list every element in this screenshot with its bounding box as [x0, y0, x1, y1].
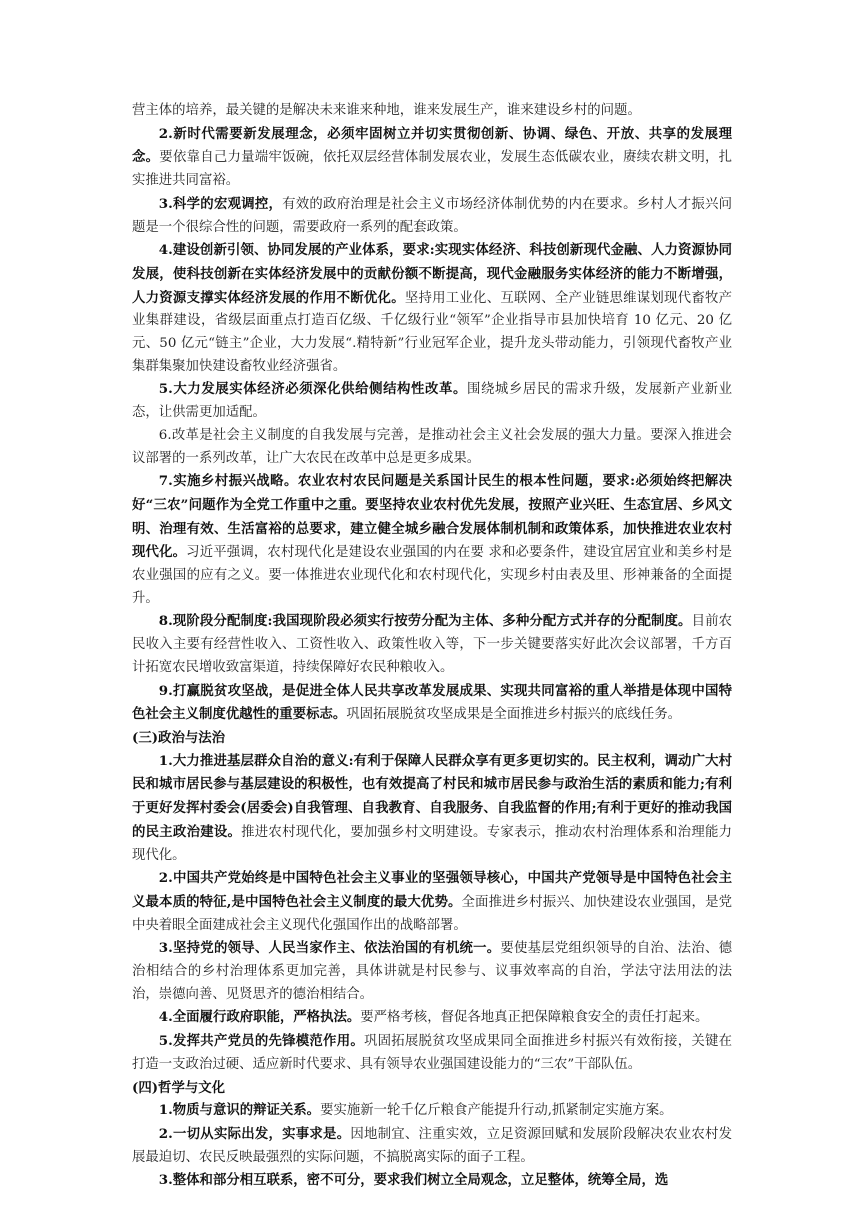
paragraph-bold-lead: 2.新时代需要新发展理念，必须牢固树立并切实贯彻创新、协调、绿色、开放、共享的发展理念。: [132, 125, 732, 166]
paragraph-bold-lead: 4.建设创新引领、协同发展的产业体系，要求:实现实体经济、科技创新现代金融、人力资源协同发展，使科技创新在实体经济发展中的贡献份额不断提高，现代金融服务实体经济的能力不断增强，人力资源支撑实体经济发展的作用不断优化。: [132, 242, 732, 306]
paragraph: [132, 1123, 732, 1169]
paragraph: [132, 750, 732, 868]
paragraph-text: 营主体的培养，最关键的是解决未来谁来种地，谁来发展生产，谁来建设乡村的问题。: [132, 103, 641, 118]
paragraph: [132, 937, 732, 1006]
paragraph: [132, 610, 732, 679]
paragraph: [132, 470, 732, 610]
paragraph-text: 巩固拓展脱贫攻坚成果是全面推进乡村振兴的底线任务。: [346, 707, 682, 723]
paragraph-bold-lead: 3.坚持党的领导、人民当家作主、依法治国的有机统一。: [158, 940, 501, 957]
paragraph-bold-lead: 5.发挥共产党员的先锋模范作用。: [158, 1033, 364, 1050]
paragraph-text: 有效的政府治理是社会主义市场经济体制优势的内在要求。乡村人才振兴问题是一个很综合性的问题，需要政府一系列的配套政策。: [132, 196, 732, 235]
paragraph-text: 习近平强调，农村现代化是建设农业强国的内在要 求和必要条件，建设宜居宜业和美乡村是农业强国的应有之义。要一体推进农业现代化和农村现代化，实现乡村由表及里、形神兼备的全面提升。: [132, 545, 733, 606]
paragraph-text: 要依靠自己力量端牢饭碗，依托双层经营体制发展农业，发展生态低碳农业，赓续农耕文明，扎实推进共同富裕。: [132, 150, 733, 189]
paragraph-text: 推进农村现代化，要加强乡村文明建设。专家表示，推动农村治理体系和治理能力现代化。: [132, 824, 733, 863]
paragraph: [132, 867, 732, 937]
paragraph-text: 围绕城乡居民的需求升级，发展新产业新业态，让供需更加适配。: [132, 382, 733, 421]
paragraph-bold-lead: 3.整体和部分相互联系，密不可分，要求我们树立全局观念，立足整体，统筹全局，选: [158, 1172, 669, 1189]
paragraph-text: 目前农民收入主要有经营性收入、工资性收入、政策性收入等，下一步关键要落实好此次会议部署，千方百计拓宽农民增收致富渠道，持续保障好农民种粮收入。: [132, 614, 733, 675]
paragraph: [132, 239, 732, 378]
paragraph-text: 因地制宜、注重实效，立足资源回赋和发展阶段解决农业农村发展最迫切、农民反映最强烈的实际问题，不搞脱离实际的面子工程。: [132, 1126, 732, 1165]
paragraph-text: 要实施新一轮千亿斤粮食产能提升行动,抓紧制定实施方案。: [320, 1103, 673, 1119]
paragraph-text: 要严格考核，督促各地真正把保障粮食安全的责任打起来。: [360, 1010, 709, 1026]
document-page: [132, 100, 732, 1193]
paragraph-bold-lead: 4.全面履行政府职能，严格执法。: [158, 1009, 361, 1026]
paragraph: [132, 1006, 732, 1030]
paragraph-text: 要使基层党组织领导的自治、法治、德治相结合的乡村治理体系更加完善，具体讲就是村民参与、议事效率高的自治，学法守法用法的法治，崇德向善、见贤思齐的德治相结合。: [132, 941, 732, 1002]
section-heading: [132, 1077, 732, 1100]
paragraph: [132, 193, 732, 239]
paragraph-bold-lead: 2.中国共产党始终是中国特色社会主义事业的坚强领导核心，中国共产党领导是中国特色社会主义最本质的特征,是中国特色社会主义制度的最大优势。: [132, 870, 732, 910]
paragraph-bold-lead: 3.科学的宏观调控，: [158, 195, 283, 212]
paragraph: [132, 123, 732, 193]
paragraph: [132, 425, 732, 470]
paragraph-text: 全面推进乡村振兴、加快建设农业强国，是党中央着眼全面建成社会主义现代化强国作出的战略部署。: [132, 894, 732, 933]
paragraph-bold-lead: 7.实施乡村振兴战略。农业农村农民问题是关系国计民生的根本性问题，要求:必须始终把解决好“三农”问题作为全党工作重中之重。要坚持农业农村优先发展，按照产业兴旺、生态宜居、乡风文明、治理有效、生活富裕的总要求，建立健全城乡融合发展体制机制和政策体系，加快推进农业农村现代化。: [132, 473, 732, 561]
heading-text: (四)哲学与文化: [132, 1079, 226, 1096]
paragraph-text: 6.改革是社会主义制度的自我发展与完善，是推动社会主义社会发展的强大力量。要深入推进会议部署的一系列改革，让广大农民在改革中总是更多成果。: [132, 427, 732, 466]
paragraph-bold-lead: 2.一切从实际出发，实事求是。: [158, 1125, 351, 1142]
paragraph: [132, 680, 732, 727]
paragraph: [132, 1099, 732, 1123]
paragraph: [132, 1030, 732, 1076]
paragraph-text: 坚持用工业化、互联网、全产业链思维谋划现代畜牧产业集群建设，省级层面重点打造百亿级、千亿级行业“领军”企业指导市县加快培育 10 亿元、20 亿元、50 亿元“链主”企业，大力发展“.精特新”行业冠军企业，提升龙头带动能力，引领现代畜牧产业集群集聚加快建设畜牧业经济强省。: [132, 290, 733, 374]
paragraph-bold-lead: 5.大力发展实体经济必须深化供给侧结构性改革。: [158, 381, 467, 398]
heading-text: (三)政治与法治: [132, 729, 226, 746]
paragraph: [132, 378, 732, 424]
paragraph: [132, 1169, 732, 1193]
paragraph-bold-lead: 9.打赢脱贫攻坚战，是促进全体人民共享改革发展成果、实现共同富裕的重人举措是体现中国特色社会主义制度优越性的重要标志。: [132, 682, 732, 723]
paragraph-bold-lead: 8.现阶段分配制度:我国现阶段必须实行按劳分配为主体、多种分配方式并存的分配制度。: [158, 613, 692, 630]
paragraph-bold-lead: 1.物质与意识的辩证关系。: [158, 1102, 321, 1119]
paragraph-bold-lead: 1.大力推进基层群众自治的意义:有利于保障人民群众享有更多更切实的。民主权利，调动广大村民和城市居民参与基层建设的积极性，也有效提高了村民和城市居民参与政治生活的素质和能力;有利于更好发挥村委会(居委会)自我管理、自我教育、自我服务、自我监督的作用;有利于更好的推动我国的民主政治建设。: [132, 752, 732, 840]
paragraph-text: 巩固拓展脱贫攻坚成果同全面推进乡村振兴有效衔接，关键在打造一支政治过硬、适应新时代要求、具有领导农业强国建设能力的“三农”干部队伍。: [132, 1034, 732, 1072]
section-heading: [132, 727, 732, 750]
paragraph: [132, 100, 732, 123]
